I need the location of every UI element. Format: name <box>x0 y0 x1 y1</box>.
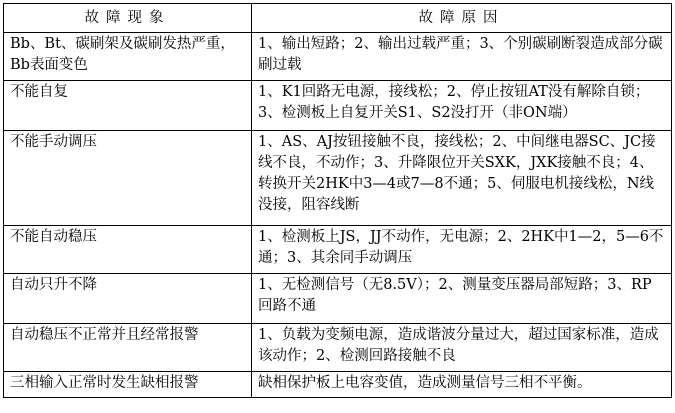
cause-cell: 缺相保护板上电容变值，造成测量信号三相不平衡。 <box>252 372 672 398</box>
cause-cell: 1、负载为变频电源，造成谐波分量过大，超过国家标准，造成该动作；2、检测回路接触不良 <box>252 324 672 372</box>
cause-cell: 1、无检测信号（无8.5V）；2、测量变压器局部短路；3、RP回路不通 <box>252 274 672 324</box>
cause-cell: 1、AS、AJ按钮接触不良，接线松；2、中间继电器SC、JC接线不良，不动作；3、升降限位开关SXK，JXK接触不良；4、转换开关2HK中3—4或7—8不通；5、伺服电机接线松，N线没接，阻容线断 <box>252 131 672 226</box>
symptom-cell: 三相输入正常时发生缺相报警 <box>4 372 252 398</box>
table-row <box>4 372 672 398</box>
table-row <box>4 81 672 131</box>
table-row <box>4 274 672 324</box>
table-row <box>4 226 672 274</box>
symptom-cell: 不能手动调压 <box>4 131 252 226</box>
header-symptom: 故障现象 <box>4 4 252 33</box>
symptom-cell: 不能自复 <box>4 81 252 131</box>
cause-cell: 1、检测板上JS，JJ不动作，无电源；2、2HK中1—2，5—6不通；3、其余同手动调压 <box>252 226 672 274</box>
table-row <box>4 33 672 81</box>
symptom-cell: Bb、Bt、碳刷架及碳刷发热严重，Bb表面变色 <box>4 33 252 81</box>
table-header-row <box>4 4 672 33</box>
cause-cell: 1、输出短路；2、输出过载严重；3、个别碳刷断裂造成部分碳刷过载 <box>252 33 672 81</box>
symptom-cell: 自动稳压不正常并且经常报警 <box>4 324 252 372</box>
symptom-cell: 不能自动稳压 <box>4 226 252 274</box>
fault-cause-table <box>3 3 672 398</box>
header-cause: 故障原因 <box>252 4 672 33</box>
symptom-cell: 自动只升不降 <box>4 274 252 324</box>
table-row <box>4 131 672 226</box>
table-row <box>4 324 672 372</box>
cause-cell: 1、K1回路无电源，接线松；2、停止按钮AT没有解除自锁；3、检测板上自复开关S1、S2没打开（非ON端） <box>252 81 672 131</box>
